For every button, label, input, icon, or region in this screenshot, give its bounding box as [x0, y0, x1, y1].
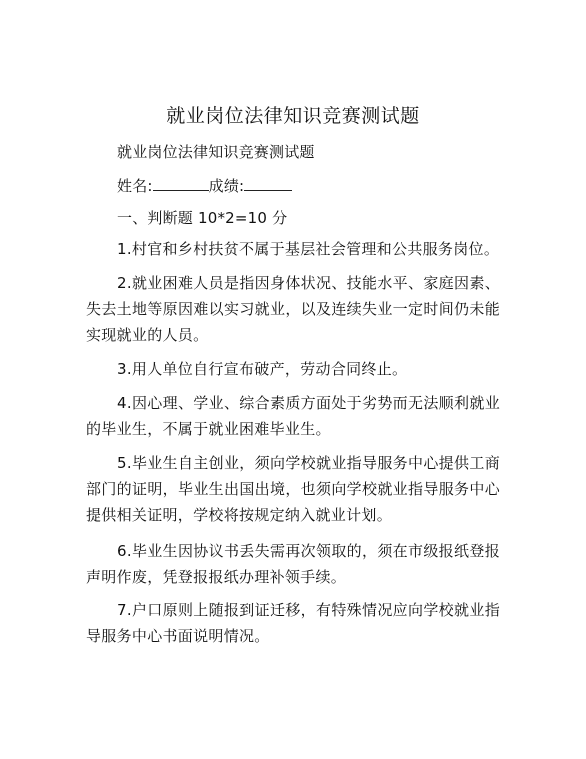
name-score-line: [117, 175, 292, 197]
document-title: 就业岗位法律知识竞赛测试题: [166, 105, 420, 127]
question-item: 3.用人单位自行宣布破产，劳动合同终止。: [117, 360, 408, 378]
section-heading: 一、判断题 10*2=10 分: [117, 209, 288, 227]
question-item: 5.毕业生自主创业，须向学校就业指导服务中心提供工商部门的证明，毕业生出国出境，也须向学校就业指导服务中心提供相关证明，学校将按规定纳入就业计划。: [86, 454, 500, 524]
score-blank: [244, 175, 292, 191]
question-item: 1.村官和乡村扶贫不属于基层社会管理和公共服务岗位。: [117, 240, 500, 258]
name-label: 姓名:: [117, 177, 153, 195]
name-blank: [153, 175, 209, 191]
score-label: 成绩:: [208, 177, 245, 195]
question-item: 6.毕业生因协议书丢失需再次领取的，须在市级报纸登报声明作废，凭登报报纸办理补领手续。: [86, 542, 500, 586]
question-item: 4.因心理、学业、综合素质方面处于劣势而无法顺利就业的毕业生，不属于就业困难毕业生。: [86, 394, 500, 438]
document-subtitle: 就业岗位法律知识竞赛测试题: [117, 143, 315, 161]
question-item: 2.就业困难人员是指因身体状况、技能水平、家庭因素、失去土地等原因难以实习就业，以及连续失业一定时间仍未能实现就业的人员。: [86, 274, 500, 344]
question-item: 7.户口原则上随报到证迁移，有特殊情况应向学校就业指导服务中心书面说明情况。: [86, 601, 500, 645]
